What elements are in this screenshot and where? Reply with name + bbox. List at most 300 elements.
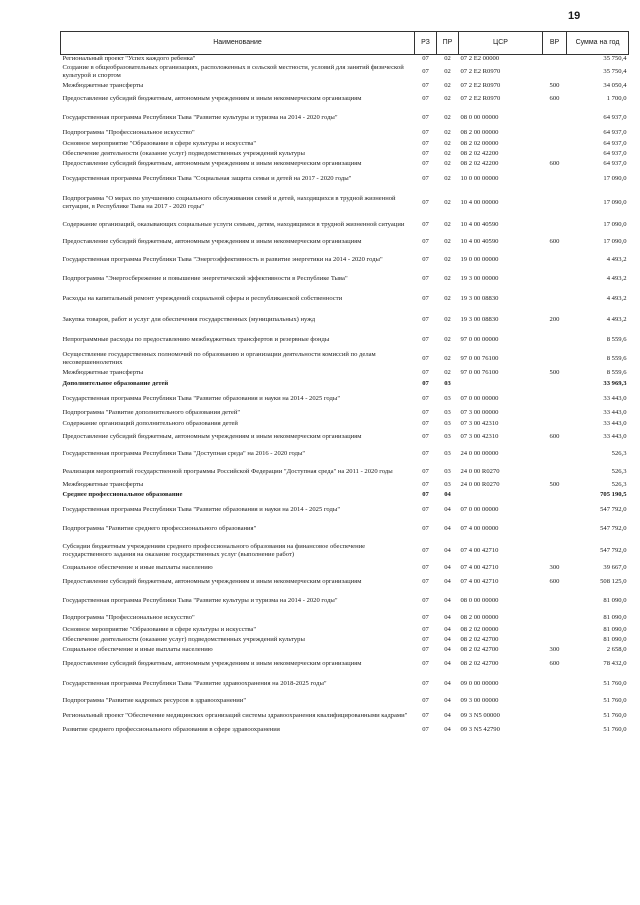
cell-vr	[543, 725, 567, 735]
cell-pr: 02	[444, 129, 451, 137]
cell-sum: 508 125,0	[600, 578, 627, 586]
cell-name: Региональный проект "Обеспечение медицинских организаций системы здравоохранения квалифицированными кадрами"	[62, 712, 408, 720]
cell-csr: 09 3 N5 42790	[460, 725, 500, 733]
cell-pr: 02	[444, 113, 451, 121]
cell-name: Подпрограмма "Развитие дополнительного образования детей"	[62, 409, 241, 417]
cell-pr: 02	[444, 175, 451, 183]
table-row	[61, 217, 629, 234]
cell-rz: 07	[422, 614, 429, 622]
cell-vr	[543, 351, 567, 368]
cell-sum: 33 443,0	[603, 394, 627, 402]
cell-csr: 07 0 00 00000	[460, 394, 499, 402]
table-row	[61, 289, 629, 310]
cell-name: Межбюджетные трансферты	[62, 369, 144, 377]
cell-sum: 705 190,5	[600, 491, 627, 499]
cell-csr: 97 0 00 76100	[460, 355, 499, 363]
cell-sum: 51 760,0	[603, 680, 627, 688]
cell-pr: 02	[444, 369, 451, 377]
cell-csr: 07 4 00 42710	[460, 547, 499, 555]
cell-csr: 07 2 Е2 R0970	[460, 68, 501, 76]
table-row	[61, 419, 629, 429]
cell-vr: 600	[549, 433, 560, 441]
table-row	[61, 446, 629, 463]
cell-vr	[543, 217, 567, 234]
cell-pr: 03	[444, 394, 451, 402]
table-row	[61, 64, 629, 81]
cell-sum: 64 937,0	[603, 139, 627, 147]
cell-name: Предоставление субсидий бюджетным, автономным учреждениям и иным некоммерческим организациям	[62, 238, 362, 246]
cell-csr: 24 0 00 R0270	[460, 481, 500, 489]
cell-name: Среднее профессиональное образование	[62, 491, 183, 499]
cell-vr	[543, 540, 567, 563]
cell-rz: 07	[422, 725, 429, 733]
cell-name: Предоставление субсидий бюджетным, автономным учреждениям и иным некоммерческим организациям	[62, 578, 362, 586]
table-row	[61, 351, 629, 368]
cell-vr	[543, 379, 567, 390]
table-row	[61, 635, 629, 645]
cell-csr: 07 2 Е2 00000	[460, 55, 500, 63]
cell-name: Государственная программа Республики Тыва "Развитие образования и науки на 2014 - 2025 годы"	[62, 394, 341, 402]
table-row	[61, 55, 629, 64]
table-body	[61, 55, 629, 735]
cell-name: Подпрограмма "О мерах по улучшению социального обслуживания семей и детей, находящихся в трудной жизненной ситуации, в Республике Тыва на 2017 - 2020 годы"	[62, 194, 396, 210]
header-pr: ПР	[437, 32, 459, 55]
cell-sum: 34 050,4	[603, 81, 627, 89]
cell-csr: 19 3 00 00000	[460, 274, 499, 282]
cell-rz: 07	[422, 525, 429, 533]
cell-sum: 81 090,0	[603, 635, 627, 643]
cell-pr: 02	[444, 221, 451, 229]
cell-vr	[543, 490, 567, 501]
cell-csr: 10 4 00 40590	[460, 221, 499, 229]
cell-vr	[543, 635, 567, 645]
cell-name: Подпрограмма "Энергосбережение и повышение энергетической эффективности в Республике Тыва"	[62, 274, 348, 282]
cell-name: Реализация мероприятий государственной программы Российской Федерации "Доступная среда" на 2011 - 2020 годы	[62, 467, 393, 475]
cell-name: Основное мероприятие "Образование в сфере культуры и искусства"	[62, 625, 257, 633]
cell-sum: 526,3	[611, 450, 627, 458]
cell-vr	[543, 612, 567, 625]
cell-pr: 04	[444, 491, 451, 499]
cell-csr: 09 3 N5 00000	[460, 712, 500, 720]
cell-vr	[543, 501, 567, 519]
cell-vr	[543, 463, 567, 481]
table-row	[61, 429, 629, 446]
cell-name: Развитие среднего профессионального образования в сфере здравоохранения	[62, 725, 280, 733]
cell-csr: 10 0 00 00000	[460, 175, 499, 183]
cell-sum: 33 443,0	[603, 433, 627, 441]
cell-name: Создание в общеобразовательных организациях, расположенных в сельской местности, условий для занятий физической культурой и спортом	[62, 64, 404, 79]
cell-name: Предоставление субсидий бюджетным, автономным учреждениям и иным некоммерческим организациям	[62, 95, 362, 103]
cell-csr: 08 2 02 42200	[460, 160, 499, 168]
cell-vr	[543, 625, 567, 635]
cell-sum: 17 090,0	[603, 238, 627, 246]
cell-rz: 07	[422, 547, 429, 555]
table-row	[61, 612, 629, 625]
cell-name: Государственная программа Республики Тыва "Доступная среда" на 2016 - 2020 годы"	[62, 450, 306, 458]
cell-sum: 81 090,0	[603, 614, 627, 622]
cell-csr: 07 3 00 42310	[460, 419, 499, 427]
cell-pr: 02	[444, 255, 451, 263]
cell-csr: 08 2 02 42700	[460, 645, 499, 653]
cell-vr	[543, 128, 567, 139]
cell-name: Подпрограмма "Развитие среднего профессионального образования"	[62, 525, 257, 533]
cell-csr: 07 4 00 42710	[460, 578, 499, 586]
cell-rz: 07	[422, 645, 429, 653]
table-row	[61, 501, 629, 519]
table-row	[61, 128, 629, 139]
cell-pr: 04	[444, 547, 451, 555]
cell-vr: 600	[549, 160, 560, 168]
cell-rz: 07	[422, 55, 429, 63]
cell-rz: 07	[422, 369, 429, 377]
cell-rz: 07	[422, 491, 429, 499]
cell-sum: 64 937,0	[603, 149, 627, 157]
table-row	[61, 139, 629, 149]
cell-name: Социальное обеспечение и иные выплаты населению	[62, 645, 213, 653]
table-row	[61, 368, 629, 379]
cell-pr: 04	[444, 525, 451, 533]
cell-pr: 04	[444, 578, 451, 586]
cell-sum: 64 937,0	[603, 113, 627, 121]
cell-sum: 51 760,0	[603, 712, 627, 720]
cell-vr: 600	[549, 660, 560, 668]
cell-name: Государственная программа Республики Тыва "Развитие культуры и туризма на 2014 - 2020 годы"	[62, 113, 338, 121]
cell-rz: 07	[422, 467, 429, 475]
cell-pr: 02	[444, 336, 451, 344]
cell-name: Социальное обеспечение и иные выплаты населению	[62, 564, 213, 572]
cell-pr: 03	[444, 450, 451, 458]
table-row	[61, 519, 629, 540]
table-row	[61, 655, 629, 674]
cell-sum: 35 750,4	[603, 55, 627, 63]
cell-name: Подпрограмма "Профессиональное искусство"	[62, 614, 195, 622]
table-row	[61, 91, 629, 108]
cell-vr	[543, 390, 567, 408]
table-row	[61, 149, 629, 159]
cell-sum: 81 090,0	[603, 625, 627, 633]
cell-rz: 07	[422, 697, 429, 705]
cell-sum: 64 937,0	[603, 129, 627, 137]
cell-sum: 526,3	[611, 467, 627, 475]
table-row	[61, 481, 629, 490]
cell-rz: 07	[422, 95, 429, 103]
cell-pr: 02	[444, 295, 451, 303]
cell-pr: 02	[444, 81, 451, 89]
table-row	[61, 463, 629, 481]
cell-name: Предоставление субсидий бюджетным, автономным учреждениям и иным некоммерческим организациям	[62, 660, 362, 668]
table-row	[61, 408, 629, 419]
cell-sum: 64 937,0	[603, 160, 627, 168]
cell-sum: 33 443,0	[603, 409, 627, 417]
cell-csr: 09 3 00 00000	[460, 697, 499, 705]
cell-pr: 02	[444, 355, 451, 363]
cell-pr: 04	[444, 645, 451, 653]
table-row	[61, 310, 629, 330]
cell-vr: 600	[549, 578, 560, 586]
table-row	[61, 234, 629, 251]
cell-rz: 07	[422, 315, 429, 323]
cell-name: Государственная программа Республики Тыва "Энергоэффективность и развитие энергетики на 2014 - 2020 годы"	[62, 255, 383, 263]
table-row	[61, 674, 629, 695]
table-row	[61, 625, 629, 635]
cell-rz: 07	[422, 255, 429, 263]
cell-pr: 03	[444, 467, 451, 475]
cell-pr: 04	[444, 625, 451, 633]
cell-rz: 07	[422, 129, 429, 137]
cell-pr: 03	[444, 481, 451, 489]
cell-vr: 600	[549, 238, 560, 246]
cell-name: Закупка товаров, работ и услуг для обеспечения государственных (муниципальных) нужд	[62, 315, 316, 323]
cell-rz: 07	[422, 149, 429, 157]
table-row	[61, 540, 629, 563]
cell-sum: 8 559,6	[606, 336, 627, 344]
cell-sum: 8 559,6	[606, 355, 627, 363]
cell-pr: 02	[444, 198, 451, 206]
cell-rz: 07	[422, 380, 429, 388]
table-row	[61, 708, 629, 725]
cell-pr: 04	[444, 564, 451, 572]
cell-pr: 03	[444, 433, 451, 441]
header-rz: РЗ	[415, 32, 437, 55]
cell-vr: 500	[549, 81, 560, 89]
cell-name: Подпрограмма "Профессиональное искусство"	[62, 129, 195, 137]
cell-csr: 08 2 00 00000	[460, 129, 499, 137]
table-row	[61, 725, 629, 735]
cell-vr	[543, 55, 567, 64]
cell-pr: 04	[444, 725, 451, 733]
cell-name: Основное мероприятие "Образование в сфере культуры и искусства"	[62, 139, 257, 147]
cell-sum: 526,3	[611, 481, 627, 489]
cell-pr: 04	[444, 614, 451, 622]
table-row	[61, 490, 629, 501]
cell-csr: 24 0 00 00000	[460, 450, 499, 458]
cell-csr: 08 2 02 42700	[460, 660, 499, 668]
cell-csr: 09 0 00 00000	[460, 680, 499, 688]
cell-csr: 19 3 00 08830	[460, 315, 499, 323]
cell-rz: 07	[422, 481, 429, 489]
cell-csr: 10 4 00 00000	[460, 198, 499, 206]
cell-csr: 24 0 00 R0270	[460, 467, 500, 475]
cell-sum: 78 432,0	[603, 660, 627, 668]
cell-name: Дополнительное образование детей	[62, 380, 169, 388]
cell-vr	[543, 330, 567, 351]
cell-vr: 500	[549, 369, 560, 377]
cell-csr: 08 2 02 42200	[460, 149, 499, 157]
table-row	[61, 574, 629, 591]
cell-pr: 03	[444, 409, 451, 417]
table-row	[61, 269, 629, 289]
cell-rz: 07	[422, 433, 429, 441]
cell-pr: 02	[444, 68, 451, 76]
cell-csr: 07 2 Е2 R0970	[460, 81, 501, 89]
cell-vr	[543, 269, 567, 289]
cell-csr: 08 0 00 00000	[460, 597, 499, 605]
cell-csr: 07 0 00 00000	[460, 505, 499, 513]
cell-rz: 07	[422, 221, 429, 229]
cell-csr: 07 4 00 00000	[460, 525, 499, 533]
cell-vr	[543, 251, 567, 269]
cell-pr: 04	[444, 505, 451, 513]
cell-sum: 35 750,4	[603, 68, 627, 76]
cell-csr: 97 0 00 00000	[460, 336, 499, 344]
page-number: 19	[568, 10, 581, 22]
budget-table	[60, 31, 629, 735]
table-row	[61, 390, 629, 408]
cell-name: Субсидии бюджетным учреждениям среднего профессионального образования на финансовое обеспечение государственного задания на оказание государственных услуг (выполнение работ)	[62, 543, 366, 558]
cell-vr: 600	[549, 95, 560, 103]
cell-sum: 39 667,0	[603, 564, 627, 572]
cell-name: Государственная программа Республики Тыва "Социальная защита семьи и детей на 2017 - 2020 годы"	[62, 175, 352, 183]
cell-pr: 02	[444, 238, 451, 246]
cell-sum: 33 443,0	[603, 419, 627, 427]
cell-sum: 17 090,0	[603, 221, 627, 229]
cell-pr: 03	[444, 380, 451, 388]
cell-pr: 04	[444, 712, 451, 720]
cell-rz: 07	[422, 409, 429, 417]
cell-sum: 81 090,0	[603, 597, 627, 605]
cell-pr: 03	[444, 419, 451, 427]
cell-vr	[543, 674, 567, 695]
header-vr: ВР	[543, 32, 567, 55]
cell-vr: 300	[549, 564, 560, 572]
table-row	[61, 170, 629, 189]
cell-pr: 02	[444, 160, 451, 168]
cell-rz: 07	[422, 564, 429, 572]
cell-csr	[459, 490, 543, 501]
cell-rz: 07	[422, 419, 429, 427]
cell-pr: 02	[444, 139, 451, 147]
cell-name: Подпрограмма "Развитие кадровых ресурсов в здравоохранении"	[62, 697, 247, 705]
cell-rz: 07	[422, 505, 429, 513]
table-header-row	[61, 32, 629, 55]
cell-pr: 04	[444, 635, 451, 643]
cell-csr: 08 2 02 00000	[460, 139, 499, 147]
table-row	[61, 379, 629, 390]
cell-vr	[543, 64, 567, 81]
cell-rz: 07	[422, 81, 429, 89]
table-row	[61, 108, 629, 128]
cell-vr	[543, 139, 567, 149]
cell-csr: 19 3 00 08830	[460, 295, 499, 303]
cell-csr: 07 3 00 42310	[460, 433, 499, 441]
cell-name: Предоставление субсидий бюджетным, автономным учреждениям и иным некоммерческим организациям	[62, 160, 362, 168]
cell-rz: 07	[422, 712, 429, 720]
cell-name: Межбюджетные трансферты	[62, 81, 144, 89]
table-row	[61, 645, 629, 655]
cell-pr: 04	[444, 680, 451, 688]
cell-csr: 07 4 00 42710	[460, 564, 499, 572]
cell-name: Содержание организаций дополнительного образования детей	[62, 419, 238, 427]
cell-pr: 02	[444, 95, 451, 103]
cell-vr	[543, 149, 567, 159]
cell-sum: 4 493,2	[606, 315, 627, 323]
cell-vr	[543, 708, 567, 725]
cell-pr: 04	[444, 697, 451, 705]
cell-rz: 07	[422, 625, 429, 633]
cell-vr	[543, 519, 567, 540]
cell-csr: 08 2 02 42700	[460, 635, 499, 643]
cell-rz: 07	[422, 336, 429, 344]
cell-csr	[459, 379, 543, 390]
cell-sum: 51 760,0	[603, 725, 627, 733]
cell-sum: 4 493,2	[606, 274, 627, 282]
cell-csr: 07 2 Е2 R0970	[460, 95, 501, 103]
cell-vr: 500	[549, 481, 560, 489]
cell-sum: 547 792,0	[600, 547, 627, 555]
cell-vr	[543, 591, 567, 612]
cell-name: Расходы на капитальный ремонт учреждений социальной сферы и республиканской собственности	[62, 295, 343, 303]
header-sum: Сумма на год	[567, 32, 629, 55]
header-name: Наименование	[61, 32, 415, 55]
cell-csr: 08 2 02 00000	[460, 625, 499, 633]
cell-rz: 07	[422, 597, 429, 605]
cell-csr: 97 0 00 76100	[460, 369, 499, 377]
cell-csr: 08 2 00 00000	[460, 614, 499, 622]
cell-name: Межбюджетные трансферты	[62, 481, 144, 489]
cell-csr: 19 0 00 00000	[460, 255, 499, 263]
header-csr: ЦСР	[459, 32, 543, 55]
cell-pr: 04	[444, 660, 451, 668]
cell-name: Государственная программа Республики Тыва "Развитие культуры и туризма на 2014 - 2020 годы"	[62, 597, 338, 605]
cell-vr	[543, 419, 567, 429]
cell-sum: 8 559,6	[606, 369, 627, 377]
cell-name: Предоставление субсидий бюджетным, автономным учреждениям и иным некоммерческим организациям	[62, 433, 362, 441]
cell-vr	[543, 289, 567, 310]
cell-rz: 07	[422, 680, 429, 688]
table-row	[61, 251, 629, 269]
table-row	[61, 189, 629, 217]
cell-vr	[543, 408, 567, 419]
table-row	[61, 81, 629, 91]
cell-vr	[543, 108, 567, 128]
cell-vr	[543, 446, 567, 463]
cell-rz: 07	[422, 578, 429, 586]
cell-rz: 07	[422, 160, 429, 168]
cell-rz: 07	[422, 198, 429, 206]
cell-name: Непрограммные расходы по предоставлению межбюджетных трансфертов и резервные фонды	[62, 336, 330, 344]
cell-vr: 200	[549, 315, 560, 323]
cell-vr	[543, 189, 567, 217]
cell-vr	[543, 695, 567, 708]
cell-pr: 02	[444, 315, 451, 323]
cell-pr: 02	[444, 149, 451, 157]
cell-pr: 02	[444, 55, 451, 63]
cell-csr: 10 4 00 40590	[460, 238, 499, 246]
cell-rz: 07	[422, 295, 429, 303]
cell-sum: 4 493,2	[606, 295, 627, 303]
cell-sum: 33 969,3	[603, 380, 627, 388]
cell-name: Осуществление государственных полномочий по образованию и организации деятельности комиссий по делам несовершеннолетних	[62, 351, 376, 366]
cell-rz: 07	[422, 175, 429, 183]
cell-sum: 51 760,0	[603, 697, 627, 705]
cell-rz: 07	[422, 635, 429, 643]
cell-pr: 04	[444, 597, 451, 605]
cell-sum: 547 792,0	[600, 525, 627, 533]
cell-vr: 300	[549, 645, 560, 653]
cell-name: Содержание организаций, оказывающих социальные услуги семьям, детям, находящимся в трудной жизненной ситуации	[62, 221, 405, 229]
cell-sum: 547 792,0	[600, 505, 627, 513]
cell-pr: 02	[444, 274, 451, 282]
cell-name: Региональный проект "Успех каждого ребенка"	[62, 55, 196, 63]
table-row	[61, 330, 629, 351]
cell-rz: 07	[422, 394, 429, 402]
cell-rz: 07	[422, 450, 429, 458]
cell-sum: 2 658,0	[606, 645, 627, 653]
cell-rz: 07	[422, 274, 429, 282]
cell-name: Государственная программа Республики Тыва "Развитие здравоохранения на 2018-2025 годы"	[62, 680, 327, 688]
cell-rz: 07	[422, 355, 429, 363]
cell-name: Обеспечение деятельности (оказание услуг) подведомственных учреждений культуры	[62, 149, 305, 157]
